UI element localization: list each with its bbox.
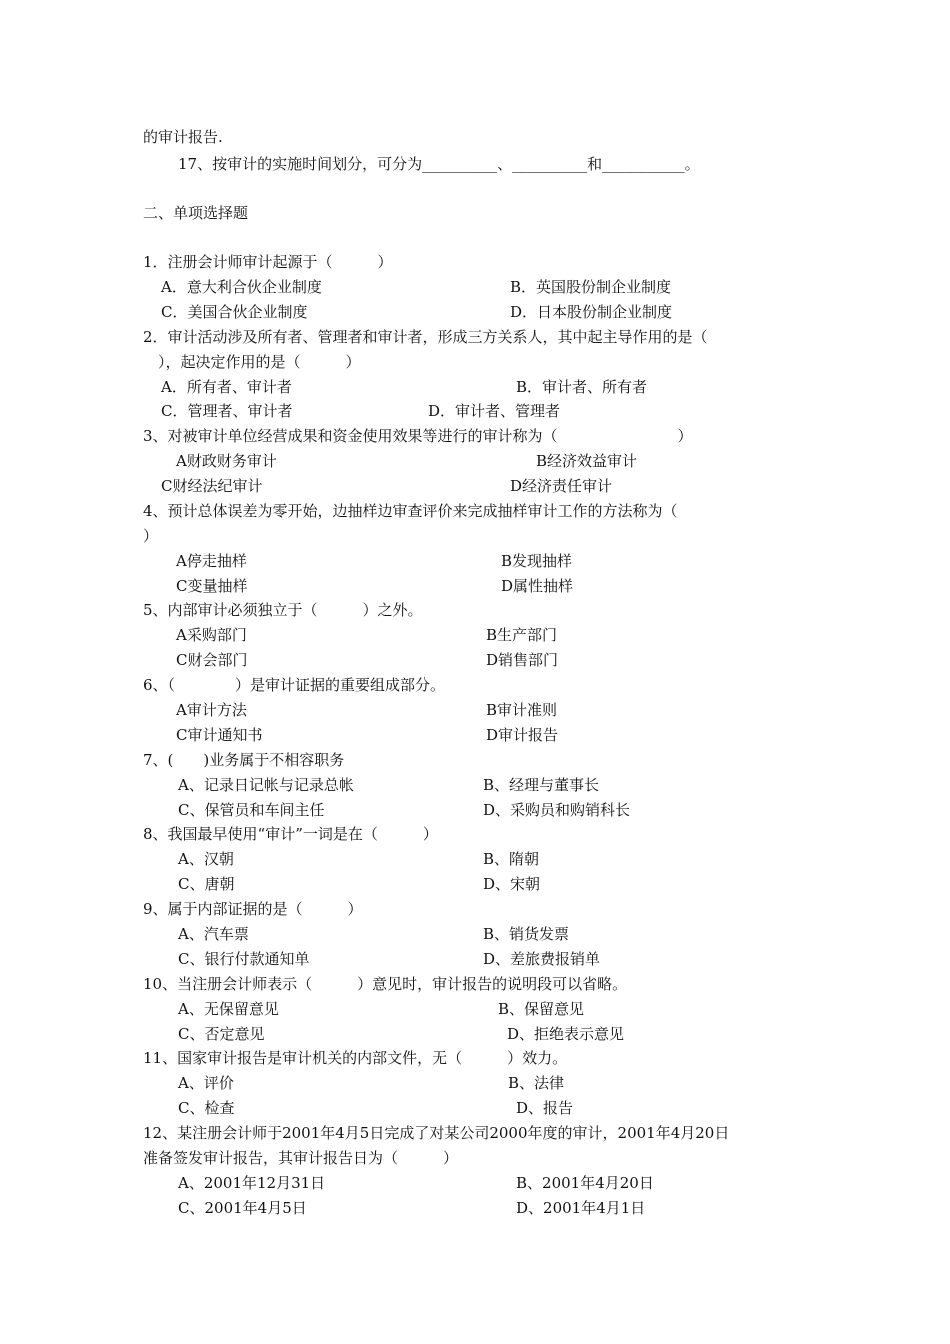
option-d: D、拒绝表示意见 [507, 1025, 625, 1043]
option-d: D、差旅费报销单 [483, 950, 601, 968]
option-b: B．审计者、所有者 [516, 378, 648, 396]
option-c: C财经法纪审计 [161, 477, 263, 495]
option-c: C变量抽样 [176, 577, 248, 595]
option-b: B、法律 [508, 1074, 565, 1092]
option-a: A、2001年12月31日 [178, 1174, 326, 1192]
option-b: B．英国股份制企业制度 [510, 278, 672, 296]
question-stem: 11、国家审计报告是审计机关的内部文件，无（ ）效力。 [143, 1049, 568, 1067]
option-b: B生产部门 [486, 626, 558, 644]
option-a: A、汉朝 [178, 850, 234, 868]
option-c: C、银行付款通知单 [178, 950, 310, 968]
option-a: A．所有者、审计者 [161, 378, 292, 396]
question-stem: 12、某注册会计师于2001年4月5日完成了对某公司2000年度的审计，2001年4月20日 [143, 1124, 730, 1142]
option-d: D．日本股份制企业制度 [510, 303, 673, 321]
option-a: A停走抽样 [176, 552, 247, 570]
question-stem: 3、对被审计单位经营成果和资金使用效果等进行的审计称为（ ） [143, 427, 693, 445]
option-b: B、保留意见 [498, 1000, 585, 1018]
option-c: C、唐朝 [178, 875, 235, 893]
option-a: A．意大利合伙企业制度 [161, 278, 322, 296]
option-d: D属性抽样 [501, 577, 574, 595]
question-stem-continued: ），起决定作用的是（ ） [143, 353, 361, 371]
section-title: 二、单项选择题 [143, 204, 249, 222]
option-a: A财政财务审计 [176, 452, 277, 470]
question-stem-continued: ） [143, 527, 159, 545]
option-c: C审计通知书 [176, 726, 263, 744]
option-d: D、宋朝 [483, 875, 541, 893]
question-stem: 1．注册会计师审计起源于（ ） [143, 253, 393, 271]
option-d: D、2001年4月1日 [516, 1199, 646, 1217]
question-stem: 9、属于内部证据的是（ ） [143, 900, 363, 918]
option-d: D、报告 [516, 1099, 574, 1117]
question-stem: 6、（ ）是审计证据的重要组成部分。 [143, 676, 446, 694]
intro-line: 的审计报告. [143, 128, 223, 146]
question-stem: 4、预计总体误差为零开始，边抽样边审查评价来完成抽样审计工作的方法称为（ [143, 502, 678, 520]
option-d: D审计报告 [486, 726, 559, 744]
question-17: 17、按审计的实施时间划分，可分为__________、__________和___________。 [178, 155, 700, 173]
question-stem: 10、当注册会计师表示（ ）意见时，审计报告的说明段可以省略。 [143, 975, 628, 993]
option-d: D经济责任审计 [510, 477, 613, 495]
question-stem: 8、我国最早使用“审计”一词是在（ ） [143, 825, 438, 843]
option-c: C、否定意见 [178, 1025, 265, 1043]
option-b: B发现抽样 [501, 552, 573, 570]
option-b: B、隋朝 [483, 850, 540, 868]
question-stem: 7、( )业务属于不相容职务 [143, 751, 345, 769]
option-b: B、经理与董事长 [483, 776, 600, 794]
option-b: B、2001年4月20日 [516, 1174, 654, 1192]
option-a: A、评价 [178, 1074, 234, 1092]
option-c: C、2001年4月5日 [178, 1199, 307, 1217]
option-b: B经济效益审计 [536, 452, 638, 470]
option-c: C、检查 [178, 1099, 235, 1117]
option-d: D销售部门 [486, 651, 559, 669]
option-a: A采购部门 [176, 626, 247, 644]
option-a: A、记录日记帐与记录总帐 [178, 776, 354, 794]
option-c: C财会部门 [176, 651, 248, 669]
question-stem-continued: 准备签发审计报告，其审计报告日为（ ） [143, 1149, 459, 1167]
option-c: C、保管员和车间主任 [178, 801, 325, 819]
option-a: A审计方法 [176, 701, 247, 719]
question-stem: 5、内部审计必须独立于（ ）之外。 [143, 601, 423, 619]
option-a: A、汽车票 [178, 925, 249, 943]
option-b: B、销货发票 [483, 925, 570, 943]
option-a: A、无保留意见 [178, 1000, 279, 1018]
question-stem: 2．审计活动涉及所有者、管理者和审计者，形成三方关系人，其中起主导作用的是（ [143, 328, 708, 346]
option-b: B审计准则 [486, 701, 558, 719]
option-c: C．管理者、审计者 [161, 402, 293, 420]
option-c: C．美国合伙企业制度 [161, 303, 308, 321]
option-d: D．审计者、管理者 [428, 402, 561, 420]
option-d: D、采购员和购销科长 [483, 801, 631, 819]
